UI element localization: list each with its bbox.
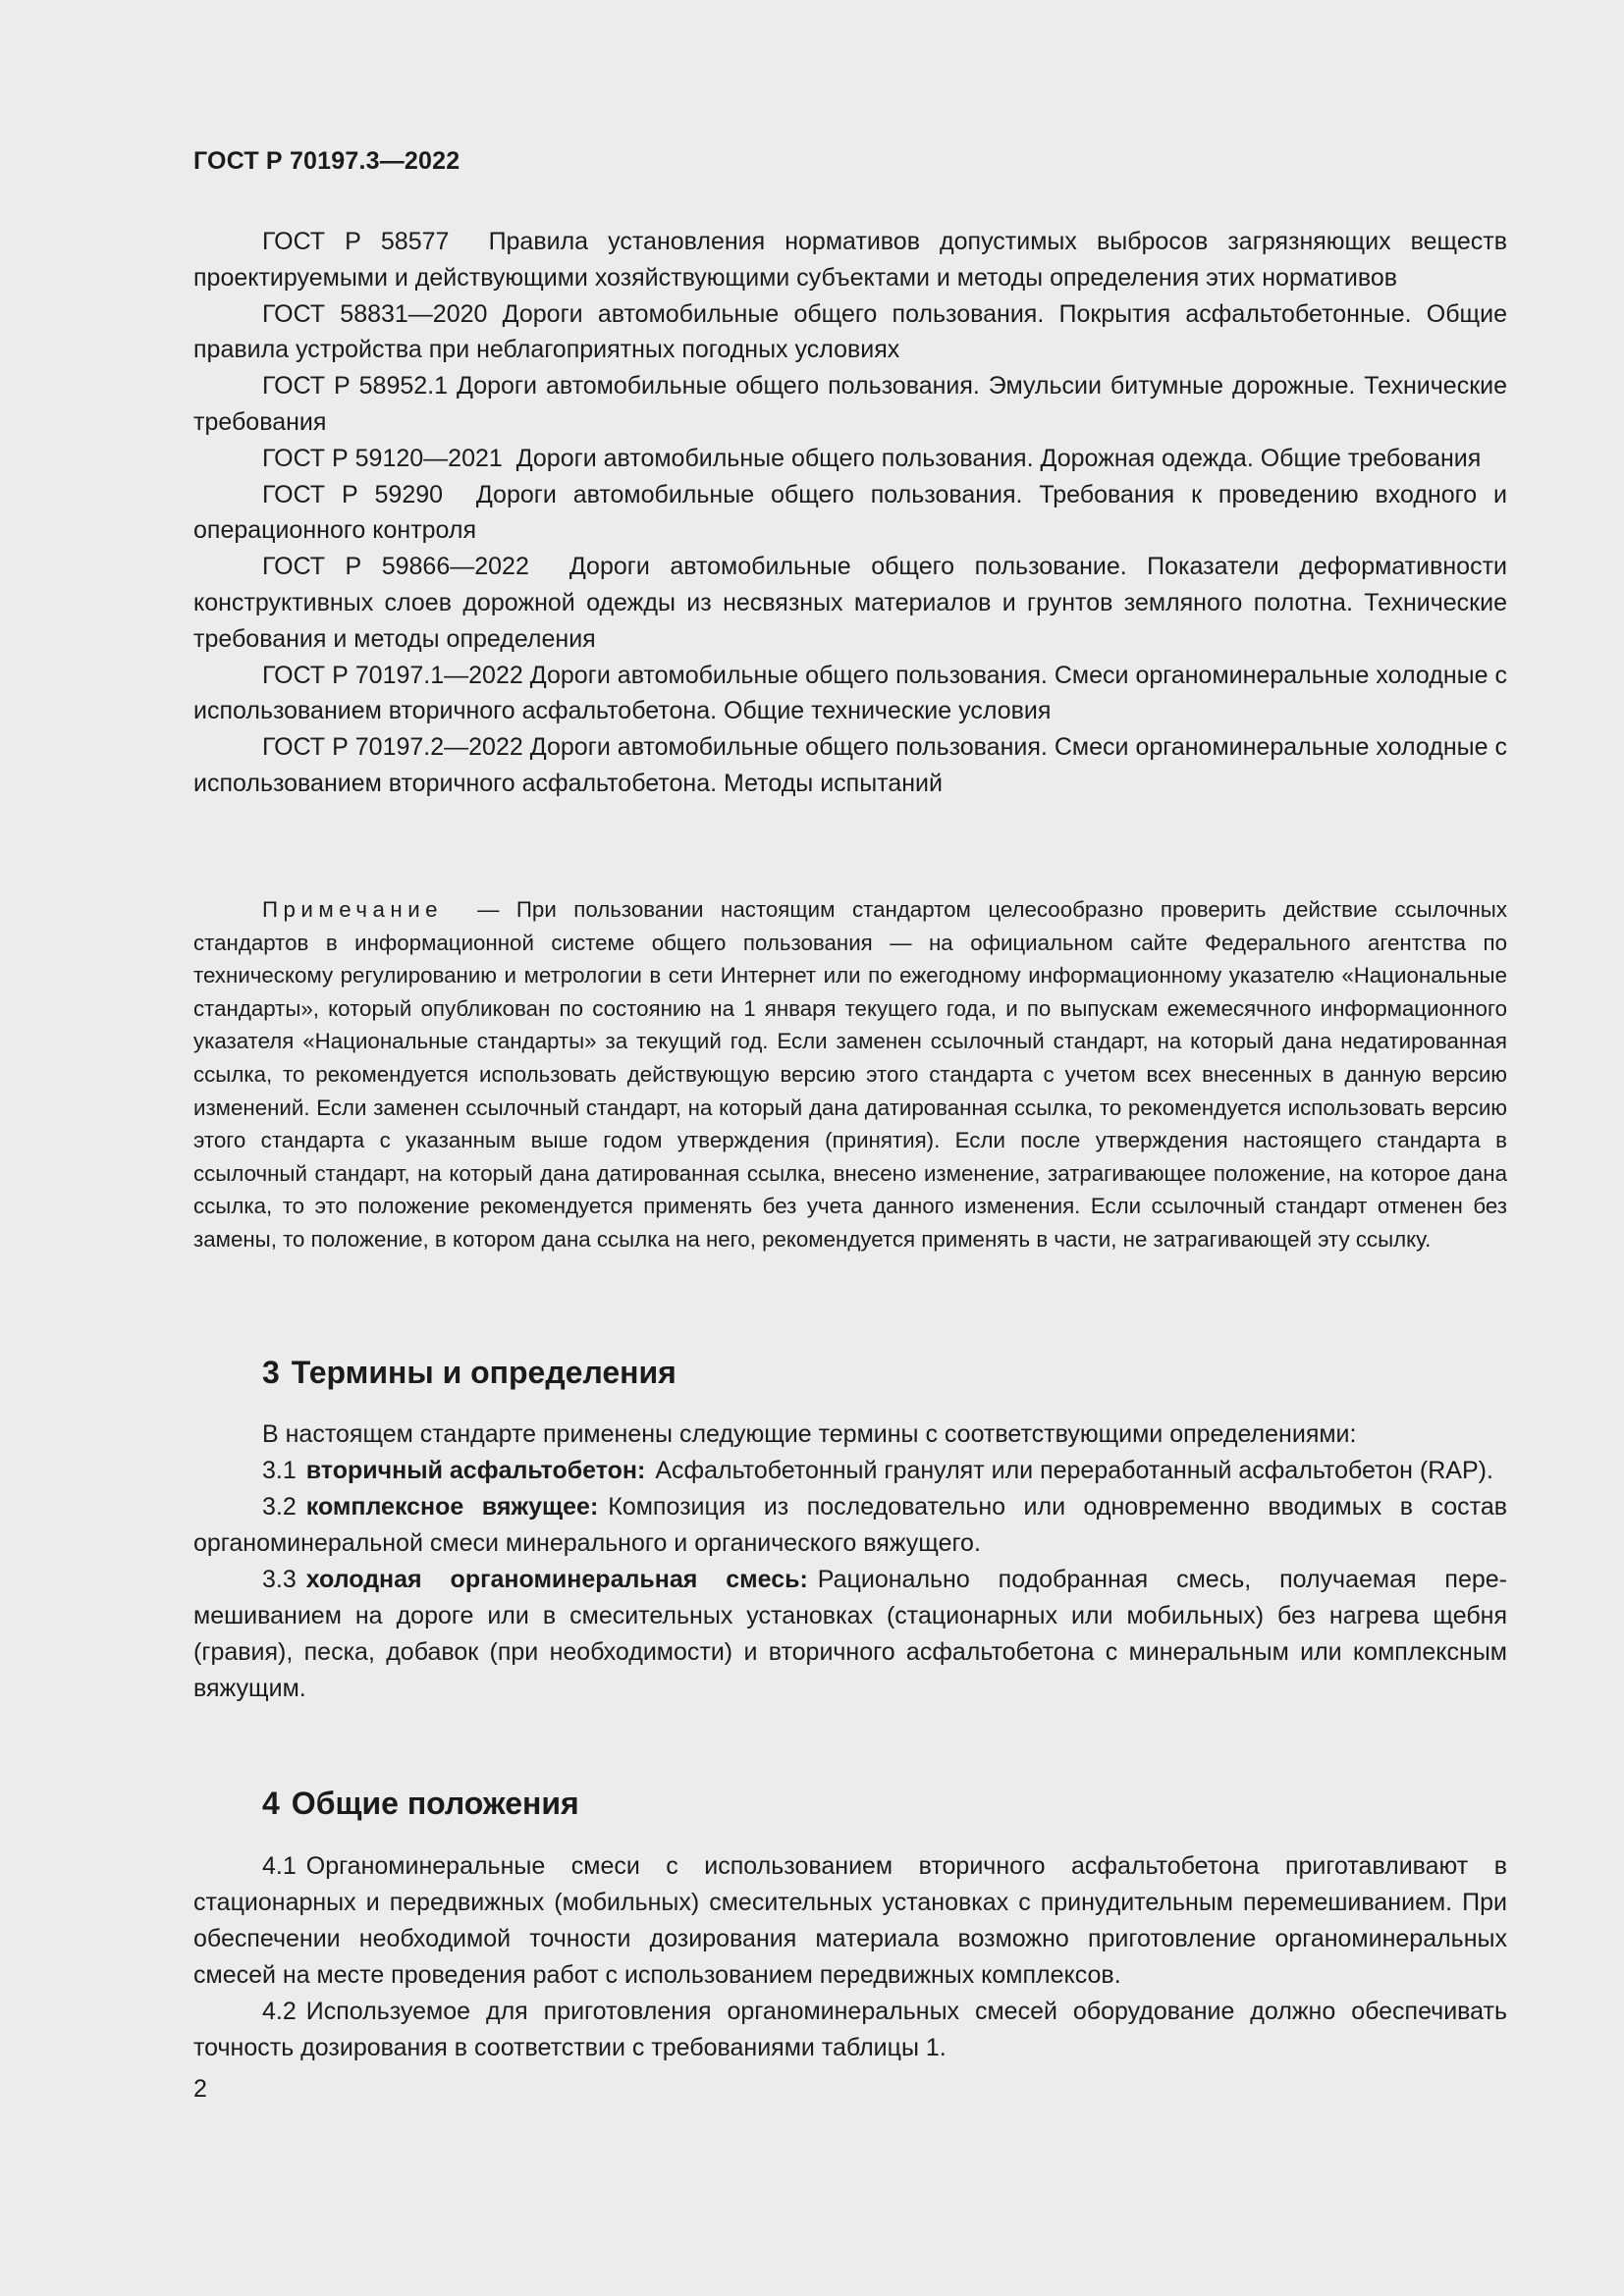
section-title: Термины и определения: [291, 1355, 677, 1390]
term-definition: [193, 1562, 1507, 1707]
reference-item: [193, 296, 1507, 369]
reference-item: [193, 549, 1507, 657]
reference-code: ГОСТ Р 58577: [262, 228, 450, 255]
clause-text: Используемое для приготовления органоминеральных смесей оборудование должно обеспечивать точность дозирования в соответствии с требованиями таблицы 1.: [193, 1998, 1507, 2061]
reference-code: ГОСТ Р 59120—2021: [262, 444, 503, 472]
reference-item: [193, 224, 1507, 296]
clause-paragraph: [193, 1848, 1507, 1994]
definition: Рационально подобранная смесь, получаемая перемешиванием на дороге или в смесительных установках (стационарных или мобильных) без нагрева щебня (гравия), песка, добавок (при необходимости) и вторичного асфальтобетона с минеральным или комплексным вяжущим.: [193, 1566, 1507, 1702]
reference-item: [193, 441, 1507, 477]
reference-item: [193, 477, 1507, 550]
reference-code: ГОСТ Р 70197.2—2022: [262, 733, 523, 762]
section-title: Общие положения: [291, 1786, 579, 1821]
section-number: 3: [262, 1355, 280, 1390]
clause-number: 3.2: [262, 1493, 297, 1521]
term-definition: [193, 1453, 1507, 1489]
section-body: [193, 1416, 1507, 1707]
reference-item: [193, 368, 1507, 441]
reference-title: Дороги автомобильные общего пользования. Дорожная одежда. Общие требования: [515, 444, 1482, 472]
term-definition: [193, 1489, 1507, 1562]
section-heading: [262, 1355, 677, 1391]
reference-item: [193, 658, 1507, 730]
reference-title: Дороги автомобильные общего пользования. Эмульсии битумные дорожные. Технические требования: [193, 372, 1507, 436]
reference-item: [193, 729, 1507, 802]
section-number: 4: [262, 1786, 280, 1821]
reference-title: Дороги автомобильные общего пользования. Смеси органоминеральные холодные с использованием вторичного асфальтобетона. Общие технические условия: [193, 661, 1508, 725]
definition: Композиция из последовательно или одновременно вводимых в состав органоминеральной смеси минерального и органического вяжущего.: [193, 1493, 1508, 1557]
reference-code: ГОСТ Р 58952.1: [262, 372, 449, 400]
section-heading: [262, 1786, 579, 1822]
reference-title: Дороги автомобильные общего пользования. Покрытия асфальтобетонные. Общие правила устройства при неблагоприятных погодных условиях: [193, 299, 1507, 364]
references-list: [193, 224, 1507, 802]
clause-number: 3.1: [262, 1457, 297, 1484]
reference-title: Дороги автомобильные общего пользования. Смеси органоминеральные холодные с использованием вторичного асфальтобетона. Методы испытаний: [193, 733, 1508, 797]
clause-number: 3.3: [262, 1566, 297, 1593]
reference-code: ГОСТ Р 59866—2022: [262, 553, 529, 581]
reference-title: Дороги автомобильные общего пользование. Показатели деформативности конструктивных слоев дорожной одежды из несвязных материалов и грунтов земляного полотна. Технические требования и методы определения: [193, 553, 1507, 653]
reference-code: ГОСТ Р 59290: [262, 480, 444, 508]
clause-number: 4.2: [262, 1998, 297, 2025]
page-number: 2: [193, 2075, 207, 2103]
clause-text: Органоминеральные смеси с использованием вторичного асфальтобетона приготавливают в стационарных и передвижных (мобильных) смесительных установках с принудительным перемешиванием. При обеспечении необходимой точности дозирования материала возможно приготовление органоминеральных смесей на месте проведения работ с использованием передвижных комплексов.: [193, 1852, 1507, 1989]
term: холодная органоминеральная смесь:: [305, 1566, 808, 1593]
reference-code: ГОСТ Р 70197.1—2022: [262, 661, 523, 689]
term: вторичный асфальтобетон:: [305, 1457, 646, 1484]
term: комплексное вяжущее:: [305, 1493, 599, 1521]
reference-title: Дороги автомобильные общего пользования. Требования к проведению входного и операционного контроля: [193, 480, 1507, 545]
reference-code: ГОСТ 58831—2020: [262, 299, 488, 328]
note-text: — При пользовании настоящим стандартом целесообразно проверить действие ссылочных стандартов в информационной системе общего пользования — на официальном сайте Федерального агентства по техническому регулированию и метрологии в сети Интернет или по ежегодному информационному указателю «Национальные стандарты», который опубликован по состоянию на 1 января текущего года, и по выпускам ежемесячного информационного указателя «Национальные стандарты» за текущий год. Если заменен ссылочный стандарт, на который дана недатированная ссылка, то рекомендуется использовать действующую версию этого стандарта с учетом всех внесенных в данную версию изменений. Если заменен ссылочный стандарт, на который дана датированная ссылка, то рекомендуется использовать версию этого стандарта с указанным выше годом утверждения (принятия). Если после утверждения настоящего стандарта в ссылочный стандарт, на который дана датированная ссылка, внесено изменение, затрагивающее положение, на которое дана ссылка, то это положение рекомендуется применять без учета данного изменения. Если ссылочный стандарт отменен без замены, то положение, в котором дана ссылка на него, рекомендуется применять в части, не затрагивающей эту ссылку.: [193, 897, 1507, 1252]
note-paragraph: [193, 893, 1507, 1256]
reference-title: Правила установления нормативов допустимых выбросов загрязняющих веществ проектируемыми и действующими хозяйствующими субъектами и методы определения этих нормативов: [193, 228, 1507, 292]
definition: Асфальтобетонный гранулят или переработанный асфальтобетон (RAP).: [655, 1457, 1493, 1484]
clause-number: 4.1: [262, 1852, 297, 1880]
running-header: ГОСТ Р 70197.3—2022: [193, 147, 460, 175]
note-label: Примечание: [262, 897, 444, 922]
section-body: [193, 1848, 1507, 2066]
clause-paragraph: [193, 1994, 1507, 2066]
section-intro: В настоящем стандарте применены следующие термины с соответствующими определениями:: [262, 1420, 1357, 1448]
